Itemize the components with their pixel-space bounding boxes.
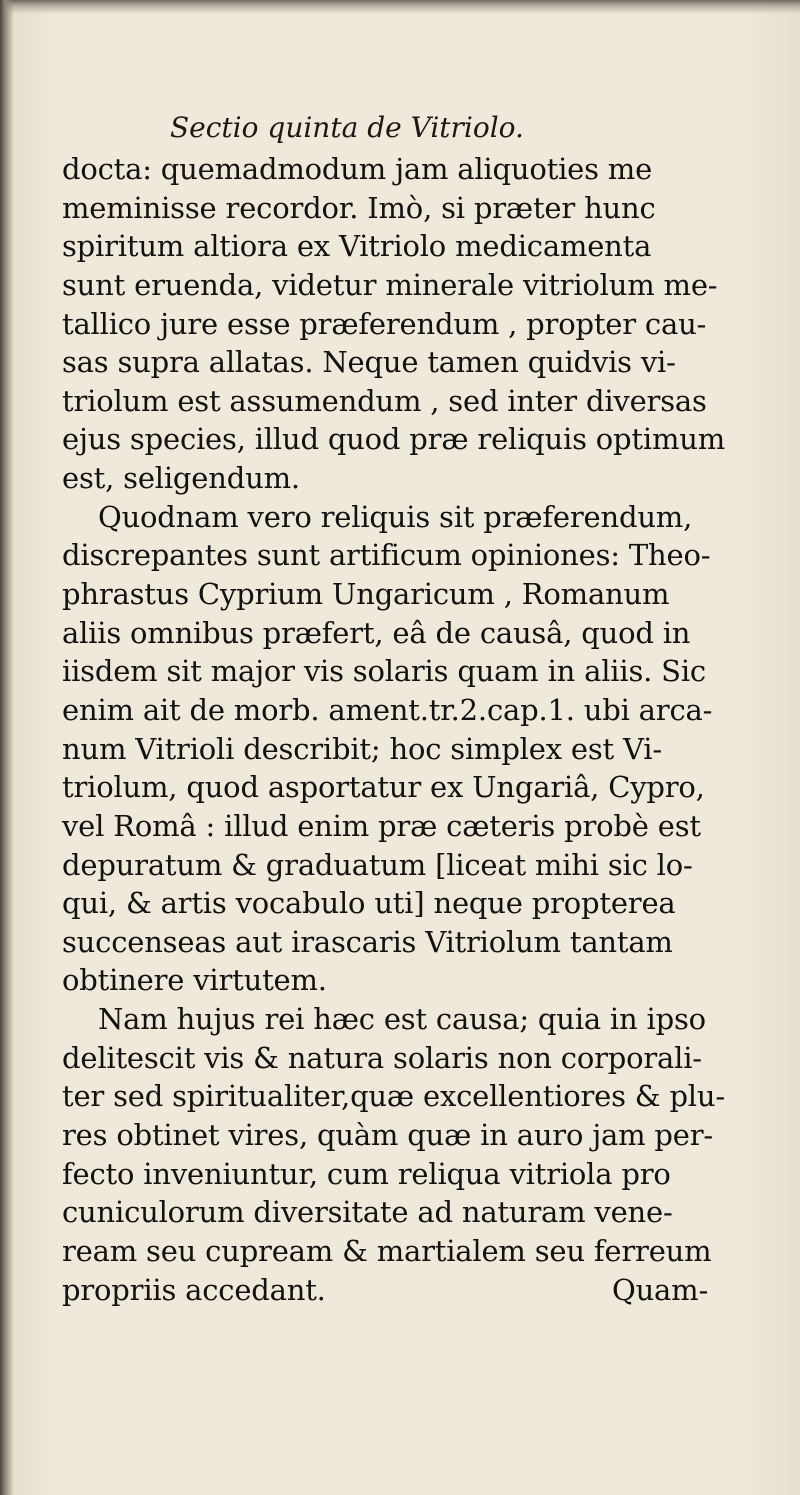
text-block: [62, 150, 798, 1309]
text-line: sas supra allatas. Neque tamen quidvis vi-: [62, 345, 676, 380]
text-line: meminisse recordor. Imò, si præter hunc: [62, 190, 656, 225]
text-line: vel Româ : illud enim præ cæteris probè est: [62, 808, 701, 843]
text-line: aliis omnibus præfert, eâ de causâ, quod in: [62, 615, 691, 650]
last-line-text: propriis accedant.: [62, 1272, 326, 1307]
text-line: succenseas aut irascaris Vitriolum tantam: [62, 924, 673, 959]
text-line: num Vitrioli describit; hoc simplex est Vi-: [62, 731, 662, 766]
text-line: delitescit vis & natura solaris non corporali-: [62, 1040, 702, 1075]
text-line: spiritum altiora ex Vitriolo medicamenta: [62, 229, 652, 264]
text-line: ream seu cupream & martialem seu ferreum: [62, 1233, 712, 1268]
catchword: Quam-: [612, 1272, 709, 1307]
text-line: triolum est assumendum , sed inter diversas: [62, 383, 707, 418]
text-line: phrastus Cyprium Ungaricum , Romanum: [62, 577, 670, 612]
text-line: res obtinet vires, quàm quæ in auro jam per-: [62, 1118, 714, 1153]
text-line: enim ait de morb. ament.tr.2.cap.1. ubi arca-: [62, 692, 713, 727]
text-line: iisdem sit major vis solaris quam in aliis. Sic: [62, 654, 706, 689]
binding-gutter-shadow: [0, 0, 14, 1495]
text-line: fecto inveniuntur, cum reliqua vitriola pro: [62, 1156, 671, 1191]
text-line: triolum, quod asportatur ex Ungariâ, Cypro,: [62, 770, 705, 805]
text-line: cuniculorum diversitate ad naturam vene-: [62, 1195, 673, 1230]
text-line: sunt eruenda, videtur minerale vitriolum me-: [62, 267, 718, 302]
text-line: depuratum & graduatum [liceat mihi sic lo-: [62, 847, 693, 882]
running-head: Sectio quinta de Vitriolo.: [170, 111, 524, 144]
paragraph-start-line: Quodnam vero reliquis sit præferendum,: [98, 499, 693, 534]
last-line: [62, 1271, 798, 1310]
paragraph-start-line: Nam hujus rei hæc est causa; quia in ipso: [98, 1002, 706, 1037]
page-top-edge: [0, 0, 800, 14]
text-line: ter sed spiritualiter,quæ excellentiores & plu-: [62, 1079, 725, 1114]
text-line: qui, & artis vocabulo uti] neque propterea: [62, 886, 676, 921]
text-line: docta: quemadmodum jam aliquoties me: [62, 152, 653, 186]
text-line: obtinere virtutem.: [62, 963, 327, 998]
text-line: discrepantes sunt artificum opiniones: Theo-: [62, 538, 711, 573]
text-line: ejus species, illud quod præ reliquis optimum: [62, 422, 726, 457]
text-line: tallico jure esse præferendum , propter cau-: [62, 306, 707, 341]
text-line: est, seligendum.: [62, 461, 300, 496]
